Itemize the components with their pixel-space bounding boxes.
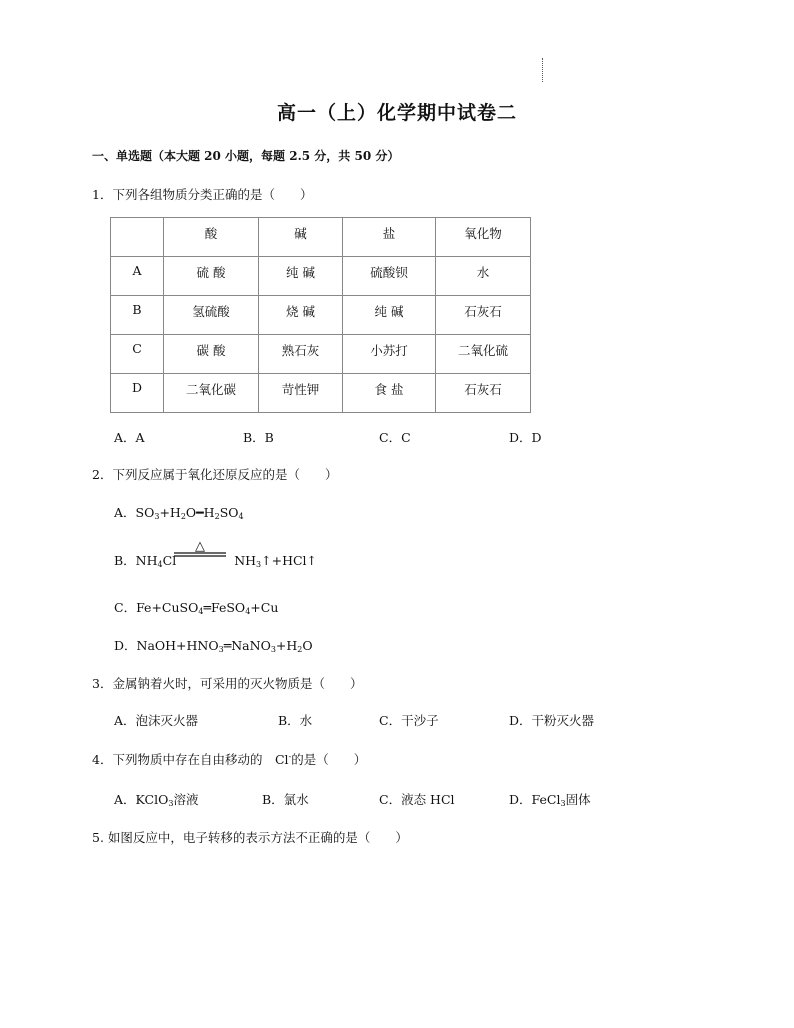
page-title: 高一（上）化学期中试卷二 [276, 102, 517, 124]
table-cell: 硫 酸 [164, 257, 259, 296]
table-cell: 烧 碱 [259, 296, 343, 335]
table-cell: 石灰石 [436, 296, 531, 335]
q3-option-d: D．干粉灭火器 [509, 713, 595, 728]
question-4-stem: 4．下列物质中存在自由移动的 Cl-的是（ ） [92, 752, 367, 767]
table-cell: B [111, 296, 164, 335]
table-header-cell: 氧化物 [436, 218, 531, 257]
question-2-stem: 2．下列反应属于氧化还原反应的是（ ） [92, 467, 338, 482]
table-cell: 碳 酸 [164, 335, 259, 374]
table-cell: C [111, 335, 164, 374]
heat-symbol: △ [195, 540, 205, 554]
table-cell: 纯 碱 [259, 257, 343, 296]
q3-option-a: A．泡沫灭火器 [114, 713, 199, 728]
q4-option-c: C．液态 HCl [379, 792, 455, 807]
q2-option-c: C．Fe+CuSO$_4$═FeSO$_4$+Cu [114, 600, 279, 616]
q1-option-b: B．B [243, 430, 274, 445]
q4-option-d: D．FeCl$_3$固体 [509, 792, 591, 808]
table-cell: 石灰石 [436, 374, 531, 413]
q1-option-a: A．A [114, 430, 145, 445]
table-cell: 食 盐 [343, 374, 436, 413]
table-cell: 纯 碱 [343, 296, 436, 335]
table-cell: 二氧化硫 [436, 335, 531, 374]
table-cell: D [111, 374, 164, 413]
q4-option-a: A．KClO$_3$溶液 [114, 792, 199, 808]
table-row [111, 296, 531, 335]
table-row [111, 335, 531, 374]
table-header-row [111, 218, 531, 257]
table-cell: 硫酸钡 [343, 257, 436, 296]
table-header-cell: 酸 [164, 218, 259, 257]
q2-option-a: A．$SO_3+H_2O━H_2SO_4$ [114, 505, 244, 521]
q4-option-b: B．氯水 [262, 792, 309, 807]
table-cell: 氢硫酸 [164, 296, 259, 335]
q3-option-b: B．水 [278, 713, 313, 728]
heating-condition-arrow [172, 540, 228, 558]
question-1-stem: 1．下列各组物质分类正确的是（ ） [92, 187, 313, 202]
q2-option-b: B．$NH_4Cl$ $NH_3↑+HCl↑$ [114, 553, 318, 569]
q1-option-c: C．C [379, 430, 411, 445]
question-5-stem: 5. 如图反应中，电子转移的表示方法不正确的是（ ） [92, 830, 408, 845]
table-cell: 熟石灰 [259, 335, 343, 374]
chloride-ion: Cl- [274, 752, 292, 767]
q2-option-d: D．$NaOH+HNO_3═NaNO_3+H_2O$ [114, 638, 313, 654]
table-cell: 水 [436, 257, 531, 296]
question-3-stem: 3．金属钠着火时，可采用的灭火物质是（ ） [92, 676, 363, 691]
table-cell: A [111, 257, 164, 296]
table-cell: 小苏打 [343, 335, 436, 374]
table-row [111, 374, 531, 413]
table-row [111, 257, 531, 296]
table-cell: 苛性钾 [259, 374, 343, 413]
table-header-cell: 盐 [343, 218, 436, 257]
table-header-cell: 碱 [259, 218, 343, 257]
section-header: 一、单选题（本大题 20 小题，每题 2.5 分，共 50 分） [92, 149, 400, 163]
dotted-margin-mark [542, 58, 543, 82]
q1-option-d: D．D [509, 430, 542, 445]
q3-option-c: C．干沙子 [379, 713, 439, 728]
table-header-cell [111, 218, 164, 257]
classification-table [110, 217, 531, 413]
table-cell: 二氧化碳 [164, 374, 259, 413]
